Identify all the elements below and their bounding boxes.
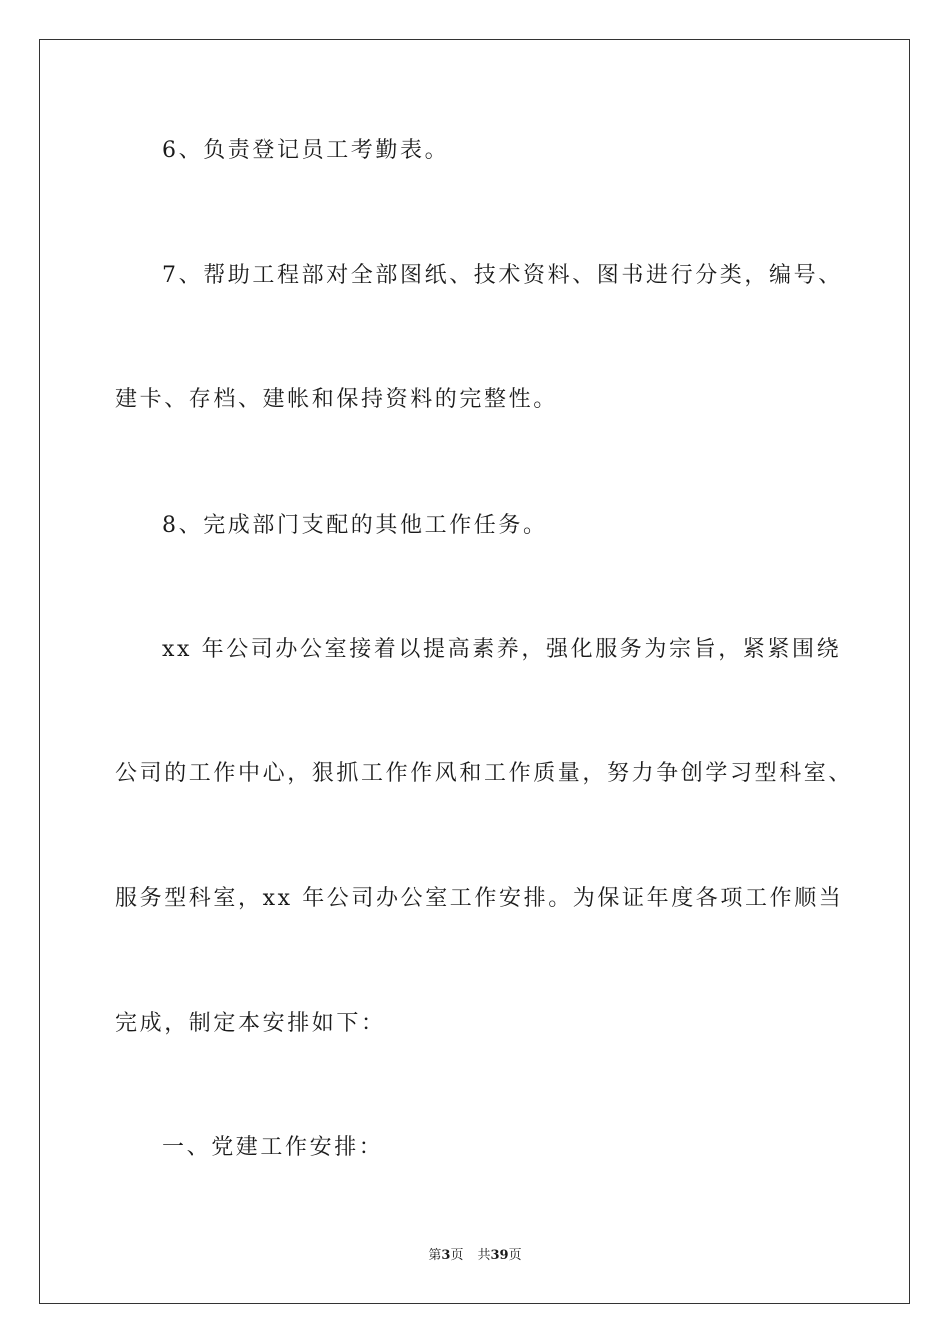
paragraph-line-3: 服务型科室，xx 年公司办公室工作安排。为保证年度各项工作顺当 xyxy=(115,886,844,911)
paragraph-line-4: 完成，制定本安排如下： xyxy=(115,1011,386,1036)
page-suffix: 页 xyxy=(450,1248,464,1263)
page-footer xyxy=(0,1247,950,1265)
list-item-7-continuation: 建卡、存档、建帐和保持资料的完整性。 xyxy=(115,387,558,412)
page-number: 3 xyxy=(441,1248,451,1263)
list-item-6: 6、负责登记员工考勤表。 xyxy=(162,138,450,163)
paragraph-line-1: xx 年公司办公室接着以提高素养，强化服务为宗旨，紧紧围绕 xyxy=(162,637,842,662)
section-heading: 一、党建工作安排： xyxy=(162,1135,384,1160)
page-border xyxy=(39,39,910,1304)
list-item-8: 8、完成部门支配的其他工作任务。 xyxy=(162,513,548,538)
list-item-7: 7、帮助工程部对全部图纸、技术资料、图书进行分类，编号、 xyxy=(162,263,843,288)
total-pages: 39 xyxy=(490,1248,509,1263)
page-prefix: 第 xyxy=(428,1248,442,1263)
total-suffix: 页 xyxy=(508,1248,522,1263)
total-prefix: 共 xyxy=(477,1248,491,1263)
paragraph-line-2: 公司的工作中心，狠抓工作作风和工作质量，努力争创学习型科室、 xyxy=(115,761,854,786)
